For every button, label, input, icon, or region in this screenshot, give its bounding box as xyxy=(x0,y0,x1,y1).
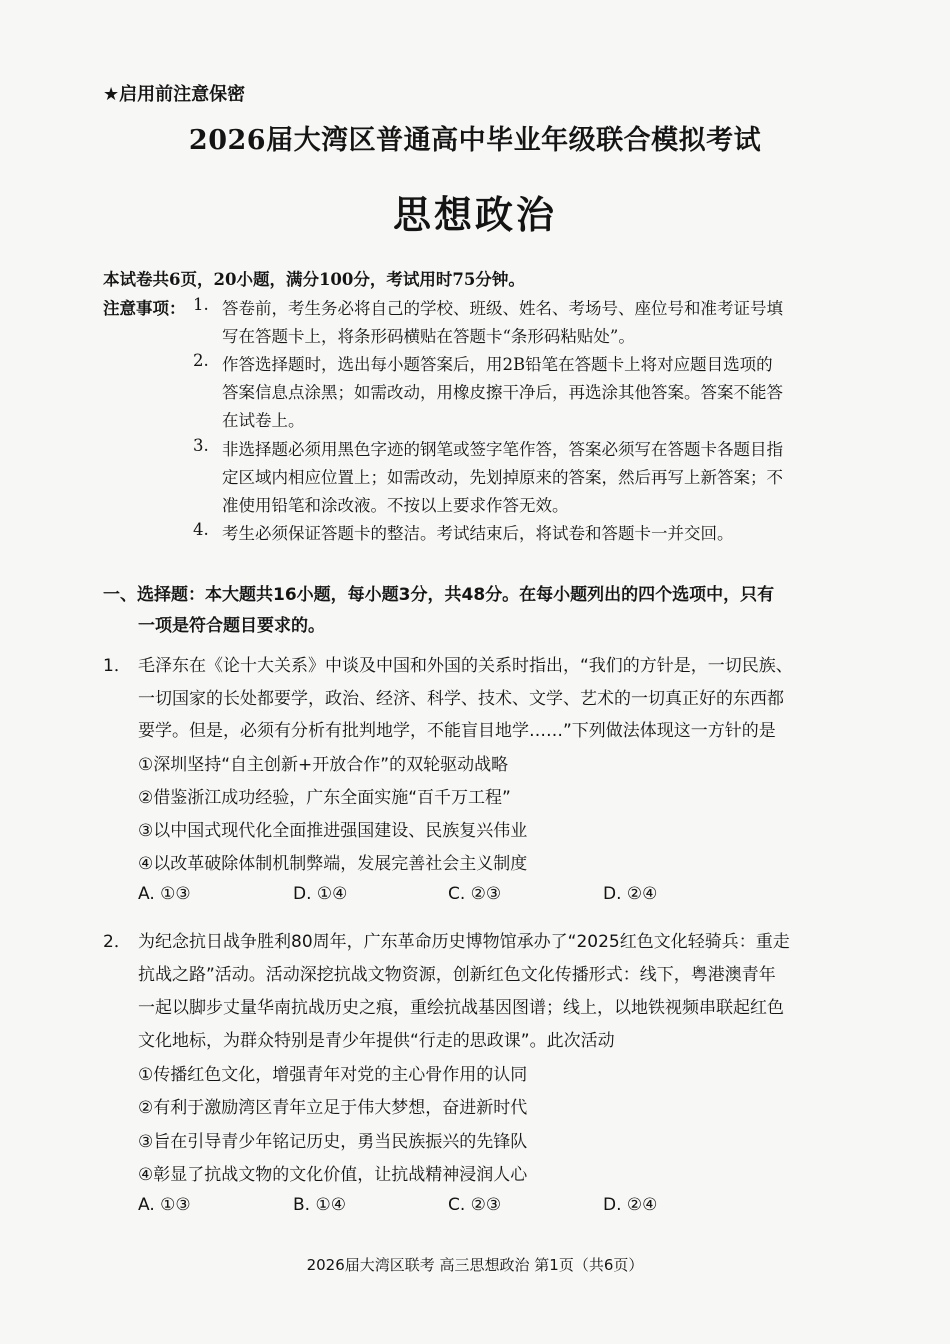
question-stem-line: 要学。但是，必须有分析有批判地学，不能盲目地学……”下列做法体现这一方针的是 xyxy=(138,721,776,741)
question-number: 1． xyxy=(103,656,131,676)
answer-option-a: A. ①③ xyxy=(138,1195,191,1215)
answer-option-b: D. ①④ xyxy=(293,884,348,904)
notice-item-line: 准使用铅笔和涂改液。不按以上要求作答无效。 xyxy=(222,496,569,515)
statement-item: ②借鉴浙江成功经验，广东全面实施“百千万工程” xyxy=(138,788,511,808)
exam-title: 2026届大湾区普通高中毕业年级联合模拟考试 xyxy=(188,125,762,156)
question-stem-line: 为纪念抗日战争胜利80周年，广东革命历史博物馆承办了“2025红色文化轻骑兵：重走 xyxy=(138,932,790,952)
statement-item: ②有利于激励湾区青年立足于伟大梦想，奋进新时代 xyxy=(138,1098,528,1118)
question-stem-line: 抗战之路”活动。活动深挖抗战文物资源，创新红色文化传播形式：线下，粤港澳青年 xyxy=(138,965,776,985)
question-number: 2． xyxy=(103,932,131,952)
notice-item-number: 2. xyxy=(193,351,209,370)
notice-item-line: 定区域内相应位置上；如需改动，先划掉原来的答案，然后再写上新答案；不 xyxy=(222,468,783,487)
notice-label: 注意事项： xyxy=(103,299,186,318)
answer-option-d: D. ②④ xyxy=(603,1195,658,1215)
notice-item-line: 在试卷上。 xyxy=(222,411,305,430)
answer-option-c: C. ②③ xyxy=(448,884,502,904)
notice-item-number: 4. xyxy=(193,520,209,539)
question-stem-line: 一切国家的长处都要学，政治、经济、科学、技术、文学、艺术的一切真正好的东西都 xyxy=(138,689,784,709)
notice-item-line: 答案信息点涂黑；如需改动，用橡皮擦干净后，再选涂其他答案。答案不能答 xyxy=(222,383,783,402)
statement-item: ④以改革破除体制机制弊端，发展完善社会主义制度 xyxy=(138,854,528,874)
statement-item: ③旨在引导青少年铭记历史，勇当民族振兴的先锋队 xyxy=(138,1132,528,1152)
notice-item-number: 1. xyxy=(193,295,209,314)
section-heading-cont: 一项是符合题目要求的。 xyxy=(138,616,325,636)
notice-item-line: 非选择题必须用黑色字迹的钢笔或签字笔作答，答案必须写在答题卡各题目指 xyxy=(222,440,783,459)
section-heading: 一、选择题：本大题共16小题，每小题3分，共48分。在每小题列出的四个选项中，只有 xyxy=(103,585,775,605)
notice-item-number: 3. xyxy=(193,436,209,455)
page-footer: 2026届大湾区联考 高三思想政治 第1页（共6页） xyxy=(306,1256,644,1274)
notice-item-line: 作答选择题时，选出每小题答案后，用2B铅笔在答题卡上将对应题目选项的 xyxy=(222,355,773,374)
question-stem-line: 文化地标，为群众特别是青少年提供“行走的思政课”。此次活动 xyxy=(138,1031,615,1051)
exam-summary: 本试卷共6页，20小题，满分100分，考试用时75分钟。 xyxy=(103,270,525,289)
answer-option-a: A. ①③ xyxy=(138,884,191,904)
confidential-notice: ★启用前注意保密 xyxy=(103,84,246,105)
statement-item: ①深圳坚持“自主创新+开放合作”的双轮驱动战略 xyxy=(138,755,509,775)
notice-item-line: 写在答题卡上，将条形码横贴在答题卡“条形码粘贴处”。 xyxy=(222,327,635,346)
statement-item: ①传播红色文化，增强青年对党的主心骨作用的认同 xyxy=(138,1065,528,1085)
statement-item: ③以中国式现代化全面推进强国建设、民族复兴伟业 xyxy=(138,821,528,841)
statement-item: ④彰显了抗战文物的文化价值，让抗战精神浸润人心 xyxy=(138,1165,528,1185)
notice-item-line: 答卷前，考生务必将自己的学校、班级、姓名、考场号、座位号和准考证号填 xyxy=(222,299,783,318)
question-stem-line: 毛泽东在《论十大关系》中谈及中国和外国的关系时指出，“我们的方针是，一切民族、 xyxy=(138,656,793,676)
answer-option-d: D. ②④ xyxy=(603,884,658,904)
question-stem-line: 一起以脚步丈量华南抗战历史之痕，重绘抗战基因图谱；线上，以地铁视频串联起红色 xyxy=(138,998,784,1018)
answer-option-c: C. ②③ xyxy=(448,1195,502,1215)
answer-option-b: B. ①④ xyxy=(293,1195,346,1215)
notice-item-line: 考生必须保证答题卡的整洁。考试结束后，将试卷和答题卡一并交回。 xyxy=(222,524,734,543)
subject-title: 思想政治 xyxy=(392,192,557,237)
